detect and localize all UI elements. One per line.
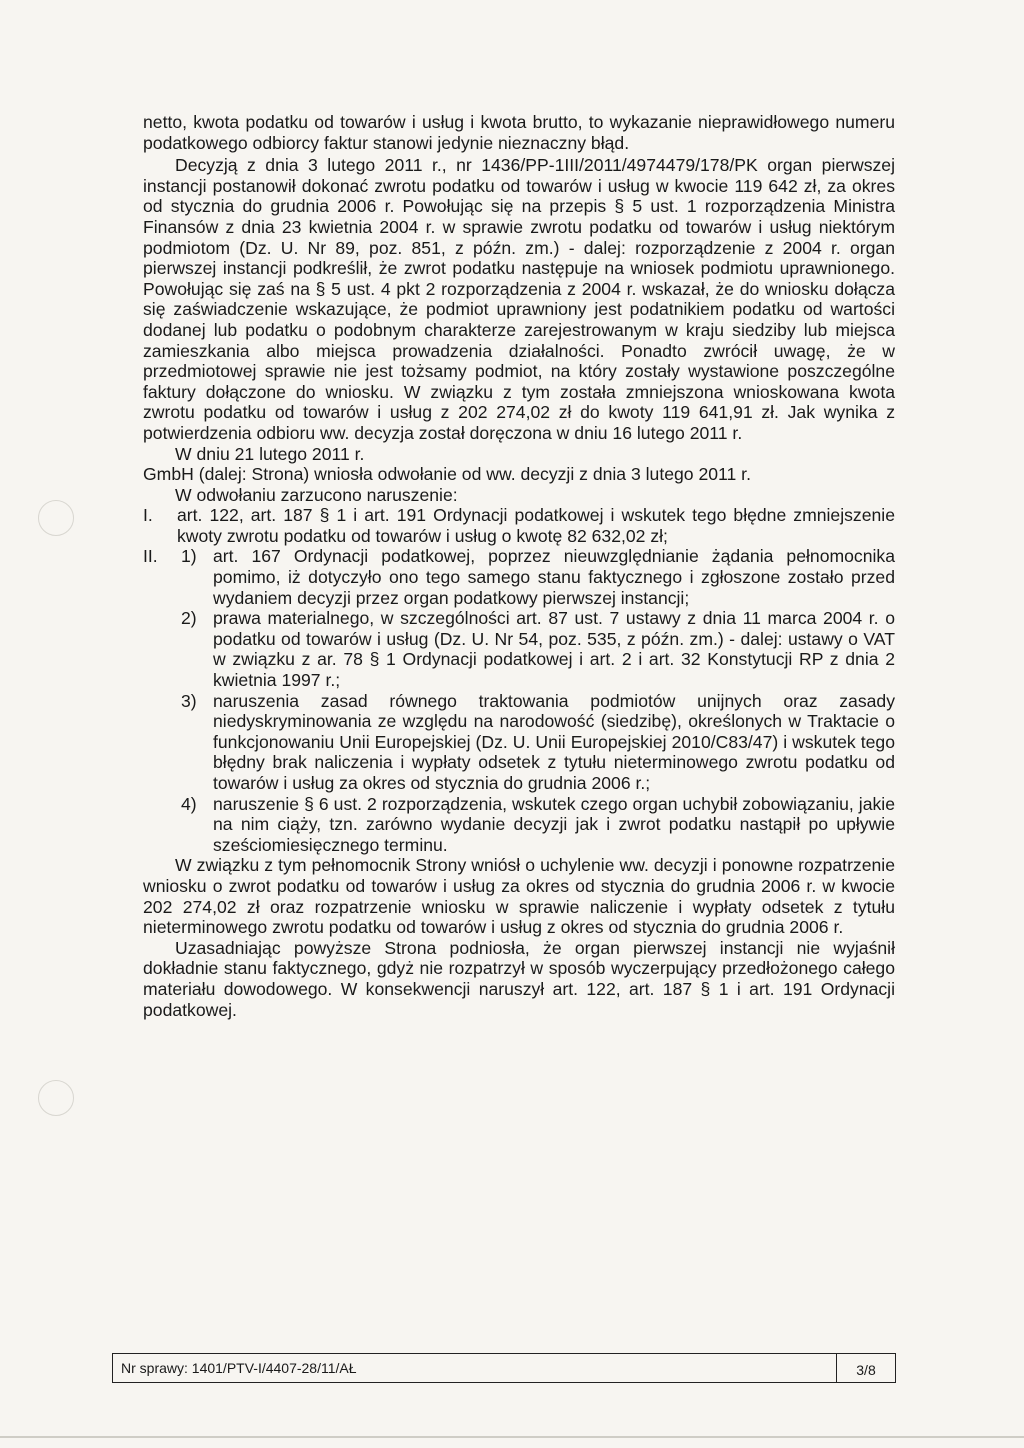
punch-hole-mark (38, 1080, 74, 1116)
page-number: 3/8 (836, 1354, 895, 1383)
charge-subitem-2 (177, 608, 895, 690)
paragraph-decision: Decyzją z dnia 3 lutego 2011 r., nr 1436/PP-1III/2011/4974479/178/PK organ pierwszej instancji postanowił dokonać zwrotu podatku od towarów i usług w kwocie 119 642 zł, za okres od stycznia do grudnia 2006 r. Powołując się na przepis § 5 ust. 1 rozporządzenia Ministra Finansów z dnia 23 kwietnia 2004 r. w sprawie zwrotu podatku od towarów i usług niektórym podmiotom (Dz. U. Nr 89, poz. 851, z późn. zm.) - dalej: rozporządzenie z 2004 r. organ pierwszej instancji podkreślił, że zwrot podatku następuje na wniosek podmiotu uprawnionego. Powołując się zaś na § 5 ust. 4 pkt 2 rozporządzenia z 2004 r. wskazał, że do wniosku dołącza się zaświadczenie wskazujące, że podmiot uprawniony jest podatnikiem podatku od wartości dodanej lub podatku o podobnym charakterze zarejestrowanym w kraju siedziby lub miejsca zamieszkania albo miejsca prowadzenia działalności. Ponadto zwrócił uwagę, że w przedmiotowej sprawie nie jest tożsamy podmiot, na który zostały wystawione poszczególne faktury dołączone do wniosku. W związku z tym została zmniejszona wnioskowana kwota zwrotu podatku od towarów i usług z 202 274,02 zł do kwoty 119 641,91 zł. Jak wynika z potwierdzenia odbioru ww. decyzja został doręczona w dniu 16 lutego 2011 r. (143, 155, 895, 443)
list-marker: I. (143, 505, 153, 526)
list-item-text: art. 167 Ordynacji podatkowej, poprzez nieuwzględnianie żądania pełnomocnika pomimo, iż dotyczyło ono tego samego stanu faktycznego i zgłoszone zostało przed wydaniem decyzji przez organ podatkowy pierwszej instancji; (213, 546, 895, 608)
list-marker: 2) (181, 608, 197, 629)
paragraph-date: W dniu 21 lutego 2011 r. (175, 443, 365, 464)
footer-case-box (112, 1353, 896, 1383)
list-marker: 3) (181, 690, 197, 711)
list-item-text: naruszenia zasad równego traktowania podmiotów unijnych oraz zasady niedyskryminowania ze względu na narodowość (siedzibę), określonych w Traktacie o funkcjonowaniu Unii Europejskiej (Dz. U. Unii Europejskiej 2010/C83/47) i wskutek tego błędny brak naliczenia i wypłaty odsetek z tytułu nieterminowego zwrotu podatku od towarów i usług za okres od stycznia do grudnia 2006 r.; (213, 690, 895, 793)
paragraph-justification: Uzasadniając powyższe Strona podniosła, że organ pierwszej instancji nie wyjaśnił dokładnie stanu faktycznego, gdyż nie rozpatrzył w sposób wyczerpujący przedłożonego całego materiału dowodowego. W konsekwencji naruszył art. 122, art. 187 § 1 i art. 191 Ordynacji podatkowej. (143, 937, 895, 1020)
document-body (143, 112, 895, 1020)
charge-item-ii (143, 546, 895, 855)
case-number: Nr sprawy: 1401/PTV-I/4407-28/11/AŁ (121, 1360, 357, 1376)
scan-edge-line (0, 1436, 1024, 1438)
charge-item-i (143, 505, 895, 546)
paragraph-appeal: GmbH (dalej: Strona) wniosła odwołanie od ww. decyzji z dnia 3 lutego 2011 r. (143, 464, 751, 485)
charge-subitem-3 (177, 691, 895, 794)
list-item-text: prawa materialnego, w szczególności art. 87 ust. 7 ustawy z dnia 11 marca 2004 r. o podatku od towarów i usług (Dz. U. Nr 54, poz. 535, z późn. zm.) - dalej: ustawy o VAT w związku z ar. 78 § 1 Ordynacji podatkowej i art. 2 i art. 32 Konstytucji RP z dnia 2 kwietnia 1997 r.; (213, 608, 895, 691)
list-item-text: naruszenie § 6 ust. 2 rozporządzenia, wskutek czego organ uchybił zobowiązaniu, jakie na nim ciąży, tzn. zarówno wydanie decyzji jak i zwrot podatku nastąpił po upływie sześciomiesięcznego terminu. (213, 793, 895, 855)
paragraph-request: W związku z tym pełnomocnik Strony wniósł o uchylenie ww. decyzji i ponowne rozpatrzenie wniosku o zwrot podatku od towarów i usług za okres od stycznia do grudnia 2006 r. w kwocie 202 274,02 zł oraz rozpatrzenie wniosku w sprawie naliczenie i wypłaty odsetek z tytułu nieterminowego zwrotu podatku od towarów i usług z okres od stycznia do grudnia 2006 r. (143, 855, 895, 938)
list-marker: 4) (181, 793, 197, 814)
list-item-text: art. 122, art. 187 § 1 i art. 191 Ordynacji podatkowej i wskutek tego błędne zmniejszenie kwoty zwrotu podatku od towarów i usług o kwotę 82 632,02 zł; (177, 505, 895, 546)
charge-subitem-1 (177, 546, 895, 608)
punch-hole-mark (38, 500, 74, 536)
charge-subitem-4 (177, 794, 895, 856)
paragraph-1: netto, kwota podatku od towarów i usług i kwota brutto, to wykazanie nieprawidłowego numeru podatkowego odbiorcy faktur stanowi jedynie nieznaczny błąd. (143, 112, 895, 153)
paragraph-charges-intro: W odwołaniu zarzucono naruszenie: (175, 484, 458, 505)
list-marker: 1) (181, 546, 197, 567)
list-marker: II. (143, 546, 158, 567)
